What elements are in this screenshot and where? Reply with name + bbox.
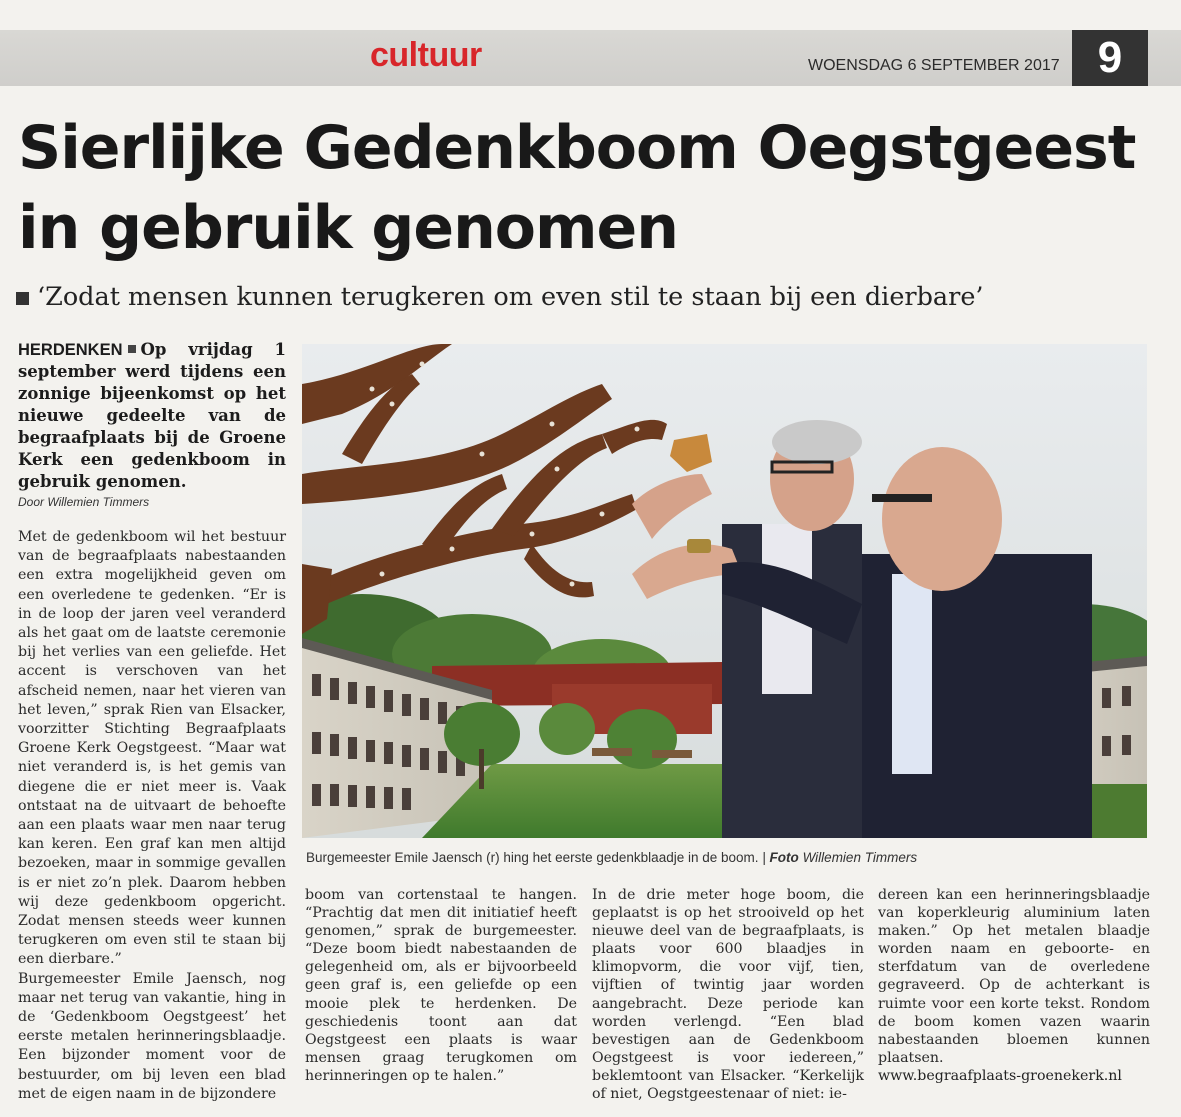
article-column-2 bbox=[305, 886, 577, 1085]
subheadline-text: ‘Zodat mensen kunnen terugkeren om even stil te staan bij een dierbare’ bbox=[37, 282, 984, 312]
lead-paragraph bbox=[18, 339, 286, 493]
column-3-text: In de drie meter hoge boom, die geplaatst is op het strooiveld op het nieuwe deel van de begraafplaats, is plaats voor 600 blaadjes in klimopvorm, die voor vijf, tien, vijftien of twintig jaar worden aangebracht. Deze periode kan worden verlengd. “Een blad bevestigen aan de Gedenkboom Oegstgeest is voor iedereen,” beklemtoont van Elsacker. “Kerkelijk of niet, Oegstgeestenaar of niet: ie- bbox=[592, 887, 864, 1103]
credit-name: Willemien Timmers bbox=[802, 850, 918, 865]
bullet-square-icon bbox=[128, 345, 136, 353]
lead-text: Op vrijdag 1 september werd tijdens een zonnige bijeenkomst op het nieuwe gedeelte van de begraafplaats bij de Groene Kerk een gedenkboom in gebruik genomen. bbox=[18, 340, 286, 491]
article-column-3 bbox=[592, 886, 864, 1103]
column-4-text: dereen kan een herinneringsblaadje van koperkleurig aluminium laten maken.” Op het metalen blaadje worden naam en geboorte- en sterfdatum van de overledene gegraveerd. Op de achterkant is ruimte voor een korte tekst. Rondom de boom komen vazen waarin nabestaanden bloemen kunnen plaatsen. bbox=[878, 887, 1150, 1066]
lead-kicker: HERDENKEN bbox=[18, 341, 123, 359]
headline: Sierlijke Gedenkboom Oegstgeest in gebruik genomen bbox=[18, 113, 1136, 263]
article-photo bbox=[302, 344, 1147, 838]
article-column-4 bbox=[878, 886, 1150, 1085]
website-link[interactable]: www.begraafplaats-groenekerk.nl bbox=[878, 1067, 1122, 1084]
section-label: cultuur bbox=[370, 36, 482, 74]
page-number: 9 bbox=[1072, 30, 1148, 86]
issue-date: WOENSDAG 6 SEPTEMBER 2017 bbox=[808, 57, 1060, 74]
photo-caption bbox=[306, 850, 1146, 865]
column-1-paragraph-1: Met de gedenkboom wil het bestuur van de begraafplaats nabestaanden een extra mogelijkheid geven om een overledene te gedenken. “Er is in de loop der jaren veel veranderd als het gaat om de laatste ceremonie bij het verlies van een geliefde. Het accent is verschoven van het afscheid nemen, naar het vieren van het leven,” sprak Rien van Elsacker, voorzitter Stichting Begraafplaats Groene Kerk Oegstgeest. “Maar wat niet veranderd is, is het gemis van diegene die er niet meer is. Vaak ontstaat na de uitvaart de behoefte aan een plaats waar men naar terug kan keren. Een graf kan men altijd bezoeken, maar in sommige gevallen is er niet zo’n plek. Daarom hebben wij deze gedenkboom opgericht. Zodat mensen steeds weer kunnen terugkeren om even stil te staan bij een dierbare.” bbox=[18, 529, 286, 968]
subheadline bbox=[16, 282, 1166, 312]
photo-credit: | Foto Willemien Timmers bbox=[762, 850, 918, 865]
bullet-square-icon bbox=[16, 292, 29, 305]
credit-label: Foto bbox=[769, 850, 799, 865]
column-1-paragraph-2: Burgemeester Emile Jaensch, nog maar net terug van vakantie, hing in de ‘Gedenkboom Oegstgeest’ het eerste metalen herinneringsblaadje. Een bijzonder moment voor de bestuurder, om bij leven een blad met de eigen naam in de bijzondere bbox=[18, 970, 286, 1102]
byline: Door Willemien Timmers bbox=[18, 495, 150, 509]
photo-illustration bbox=[302, 344, 1147, 838]
column-2-text: boom van cortenstaal te hangen. “Prachtig dat men dit initiatief heeft genomen,” sprak de burgemeester. “Deze boom biedt nabestaanden de gelegenheid om, als er bijvoorbeeld geen graf is, een geliefde op een mooie plek te herdenken. De geschiedenis toont aan dat Oegstgeest een plaats is waar mensen graag terugkomen om herinneringen op te halen.” bbox=[305, 887, 577, 1084]
article-column-1 bbox=[18, 528, 286, 1104]
caption-text: Burgemeester Emile Jaensch (r) hing het eerste gedenkblaadje in de boom. bbox=[306, 850, 759, 865]
